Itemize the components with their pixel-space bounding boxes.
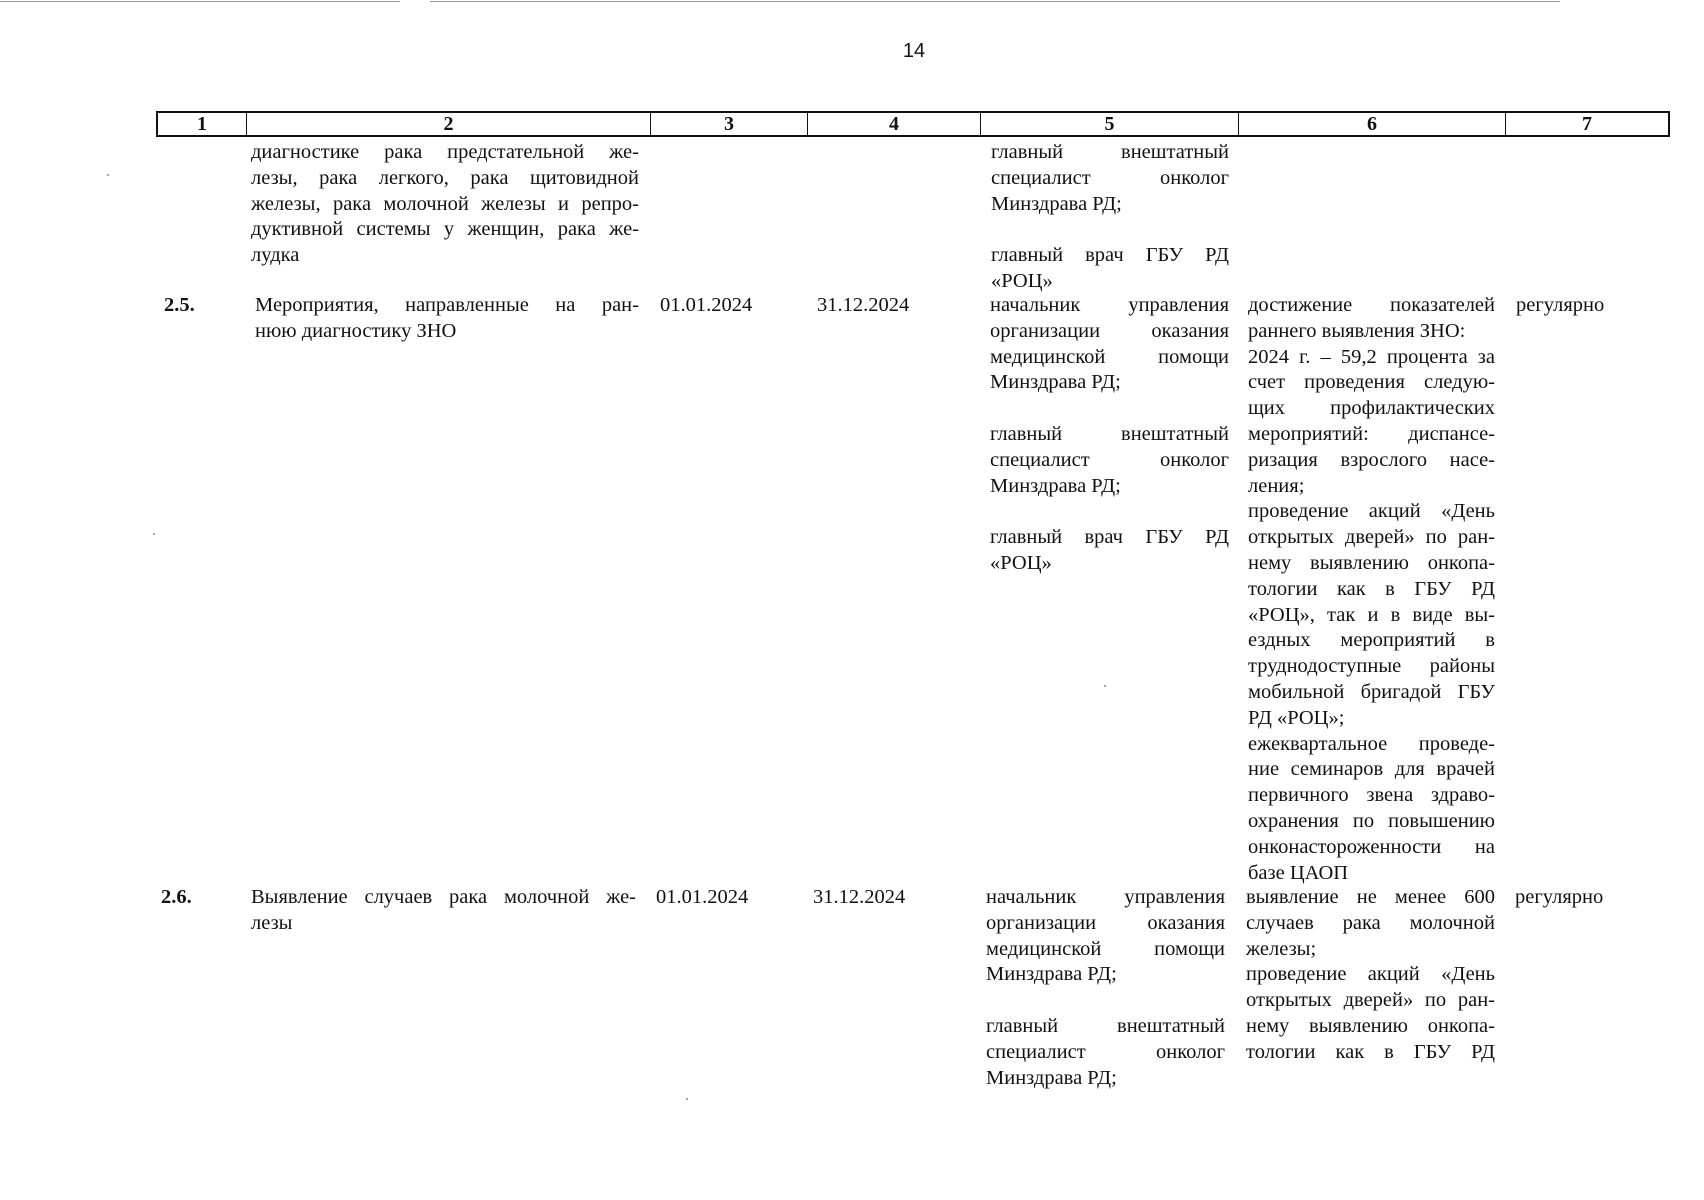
row-2-5-responsible: начальник управления организации оказания медицинской помощи Минздрава РД; главный внештатный специалист онколог Минздрава РД; главный врач ГБУ РД «РОЦ»	[990, 294, 1229, 574]
row-2-5-frequency: регулярно	[1516, 294, 1605, 316]
row-2-6-responsible: начальник управления организации оказания медицинской помощи Минздрава РД; главный внештатный специалист онколог Минздрава РД;	[986, 886, 1225, 1089]
scan-speck	[686, 1098, 688, 1100]
header-col-5: 5	[981, 113, 1239, 135]
header-col-2: 2	[247, 113, 651, 135]
row-2-6-result: выявление не менее 600 случаев рака молочной железы; проведение акций «День открытых дверей» по ран- нему выявлению онкопа- тологии как в ГБУ РД	[1246, 886, 1495, 1063]
row-2-5-result: достижение показателей раннего выявления ЗНО: 2024 г. – 59,2 процента за счет проведения следую- щих профилактических мероприятий: диспансе- ризация взрослого насе- ления; проведение акций «День открытых дверей» по ран- нему выявлению онкопа- тологии как в ГБУ РД «РОЦ», так и в виде вы- ездных мероприятий в труднодоступные районы мобильной бригадой ГБУ РД «РОЦ»; ежеквартальное проведе- ние семинаров для врачей первичного звена здраво- охранения по повышению онконастороженности на базе ЦАОП	[1248, 294, 1495, 884]
header-col-1: 1	[158, 113, 247, 135]
header-col-4: 4	[808, 113, 981, 135]
header-col-7: 7	[1582, 113, 1592, 135]
row-2-5-start-date: 01.01.2024	[660, 294, 753, 316]
row-2-5-end-date: 31.12.2024	[817, 294, 910, 316]
row-2-6-start-date: 01.01.2024	[656, 886, 749, 908]
row-2-6-number: 2.6.	[161, 886, 192, 908]
scan-speck	[1104, 685, 1106, 687]
scan-speck	[107, 174, 109, 176]
table-header-row	[156, 111, 1670, 137]
row-2-6-frequency: регулярно	[1515, 886, 1604, 908]
row-2-5-description: Мероприятия, направленные на ран- нюю диагностику ЗНО	[255, 294, 639, 342]
row-continuation-responsible: главный внештатный специалист онколог Минздрава РД; главный врач ГБУ РД «РОЦ»	[991, 141, 1229, 292]
scan-edge-line	[430, 1, 1560, 2]
scan-edge-line	[0, 1, 400, 2]
header-col-3: 3	[651, 113, 808, 135]
row-continuation-description: диагностике рака предстательной же- лезы, рака легкого, рака щитовидной железы, рака молочной железы и репро- дуктивной системы у женщин, рака же- лудка	[251, 141, 639, 267]
row-2-6-description: Выявление случаев рака молочной же- лезы	[251, 886, 636, 934]
header-col-6: 6	[1239, 113, 1506, 135]
row-2-6-end-date: 31.12.2024	[813, 886, 906, 908]
page-number: 14	[902, 40, 926, 62]
scan-speck	[153, 533, 155, 535]
row-2-5-number: 2.5.	[164, 294, 195, 316]
